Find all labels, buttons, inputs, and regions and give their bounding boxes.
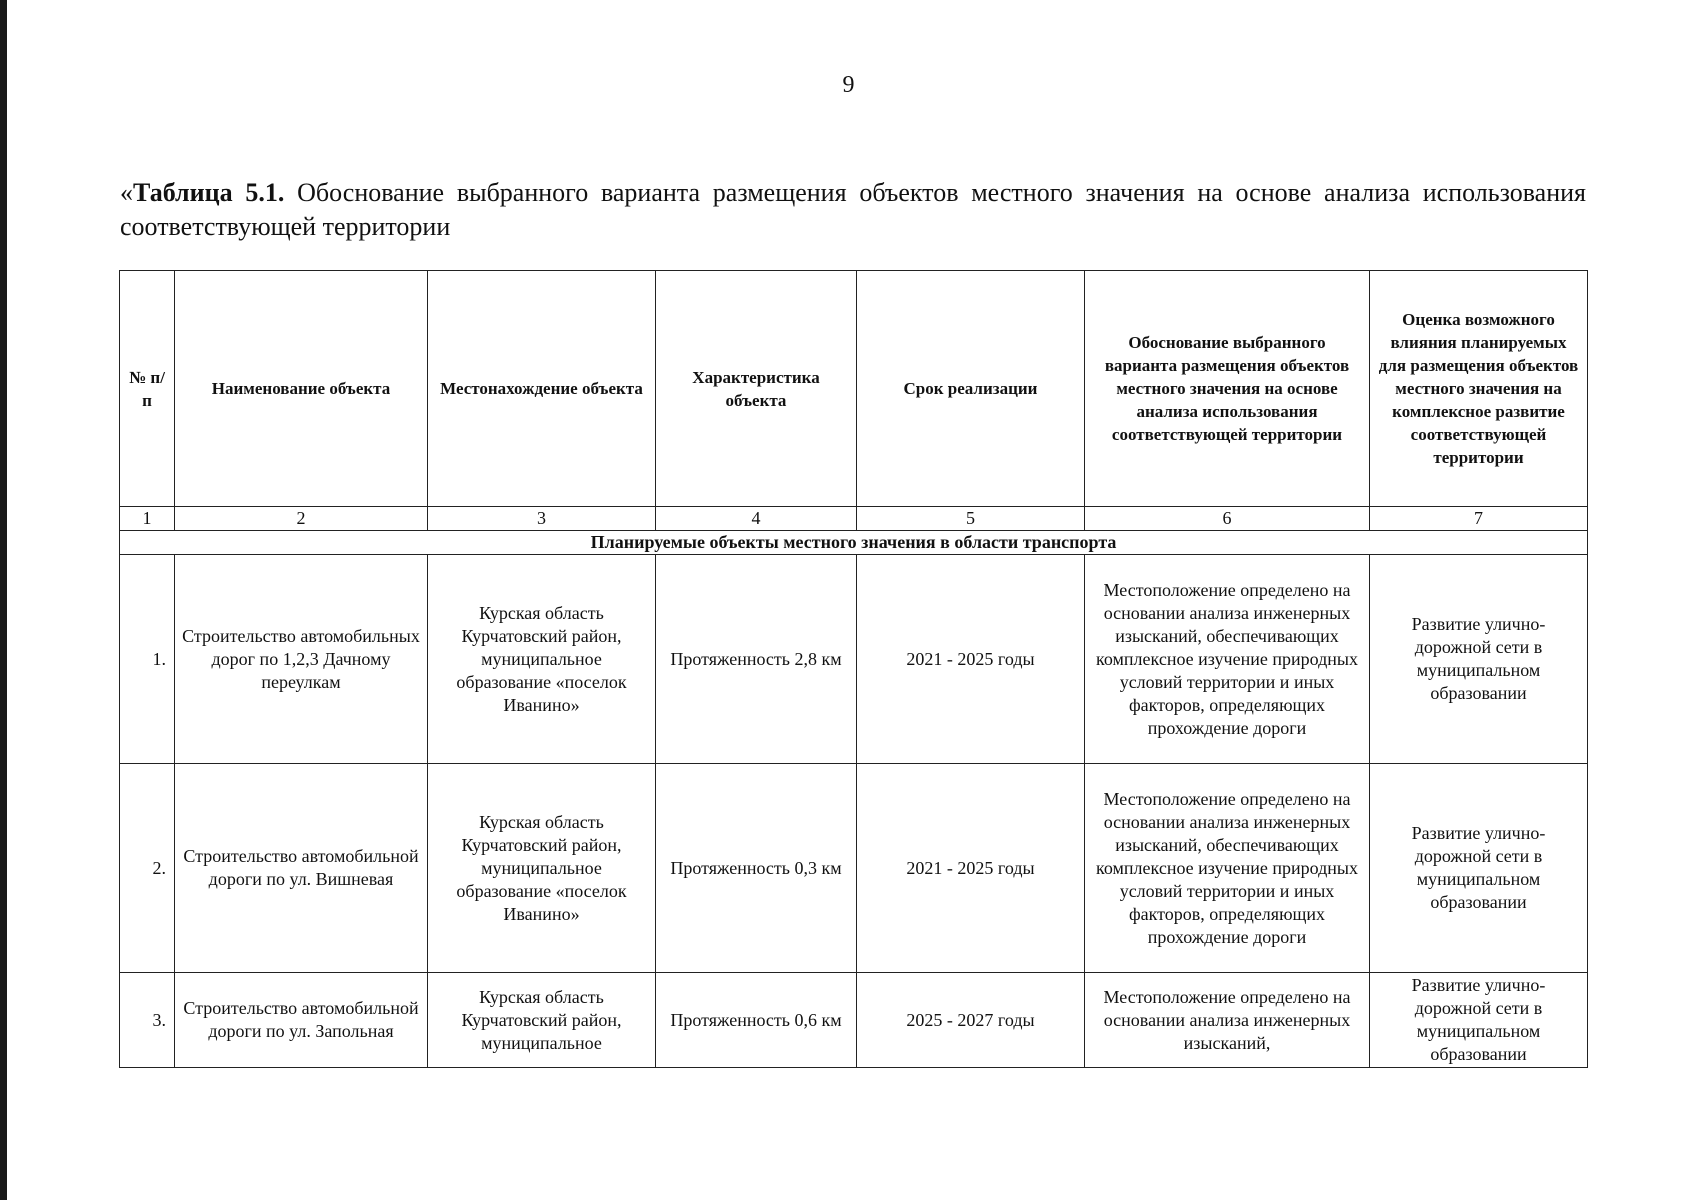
column-index-row: [120, 507, 1588, 531]
caption-quote: «: [120, 178, 133, 207]
header-num: № п/п: [120, 271, 175, 507]
object-justification: Местоположение определено на основании анализа инженерных изысканий, обеспечивающих комплексное изучение природных условий территории и иных факторов, определяющих прохождение дороги: [1085, 555, 1370, 764]
column-index: 1: [120, 507, 175, 531]
column-index: 4: [656, 507, 857, 531]
object-name: Строительство автомобильной дороги по ул. Вишневая: [175, 764, 428, 973]
table-row: [120, 555, 1588, 764]
object-location: Курская область Курчатовский район, муниципальное: [428, 973, 656, 1068]
object-location: Курская область Курчатовский район, муниципальное образование «поселок Иванино»: [428, 764, 656, 973]
caption-text: Обоснование выбранного варианта размещения объектов местного значения на основе анализа использования соответствующей территории: [120, 178, 1586, 241]
object-term: 2025 - 2027 годы: [857, 973, 1085, 1068]
header-impact: Оценка возможного влияния планируемых для размещения объектов местного значения на комплексное развитие соответствующей территории: [1370, 271, 1588, 507]
object-term: 2021 - 2025 годы: [857, 555, 1085, 764]
object-justification: Местоположение определено на основании анализа инженерных изысканий, обеспечивающих комплексное изучение природных условий территории и иных факторов, определяющих прохождение дороги: [1085, 764, 1370, 973]
caption-label: Таблица 5.1.: [133, 178, 285, 207]
scan-left-edge: [0, 0, 7, 1200]
header-name: Наименование объекта: [175, 271, 428, 507]
object-characteristic: Протяженность 0,3 км: [656, 764, 857, 973]
column-index: 5: [857, 507, 1085, 531]
table-caption: [120, 176, 1586, 244]
object-name: Строительство автомобильной дороги по ул. Запольная: [175, 973, 428, 1068]
object-impact: Развитие улично-дорожной сети в муниципальном образовании: [1370, 764, 1588, 973]
column-index: 6: [1085, 507, 1370, 531]
section-title: Планируемые объекты местного значения в области транспорта: [120, 531, 1588, 555]
header-location: Местонахождение объекта: [428, 271, 656, 507]
header-justification: Обоснование выбранного варианта размещения объектов местного значения на основе анализа использования соответствующей территории: [1085, 271, 1370, 507]
object-location: Курская область Курчатовский район, муниципальное образование «поселок Иванино»: [428, 555, 656, 764]
object-term: 2021 - 2025 годы: [857, 764, 1085, 973]
object-characteristic: Протяженность 2,8 км: [656, 555, 857, 764]
column-index: 7: [1370, 507, 1588, 531]
section-row: [120, 531, 1588, 555]
object-characteristic: Протяженность 0,6 км: [656, 973, 857, 1068]
object-impact: Развитие улично-дорожной сети в муниципальном образовании: [1370, 555, 1588, 764]
row-number: 1.: [120, 555, 175, 764]
page-number: 9: [842, 72, 855, 98]
objects-table: [119, 270, 1588, 1068]
column-index: 2: [175, 507, 428, 531]
row-number: 2.: [120, 764, 175, 973]
table-row: [120, 764, 1588, 973]
object-justification: Местоположение определено на основании анализа инженерных изысканий,: [1085, 973, 1370, 1068]
header-characteristic: Характеристика объекта: [656, 271, 857, 507]
header-term: Срок реализации: [857, 271, 1085, 507]
column-index: 3: [428, 507, 656, 531]
row-number: 3.: [120, 973, 175, 1068]
header-row: [120, 271, 1588, 507]
table-row: [120, 973, 1588, 1068]
object-impact: Развитие улично-дорожной сети в муниципальном образовании: [1370, 973, 1588, 1068]
object-name: Строительство автомобильных дорог по 1,2,3 Дачному переулкам: [175, 555, 428, 764]
